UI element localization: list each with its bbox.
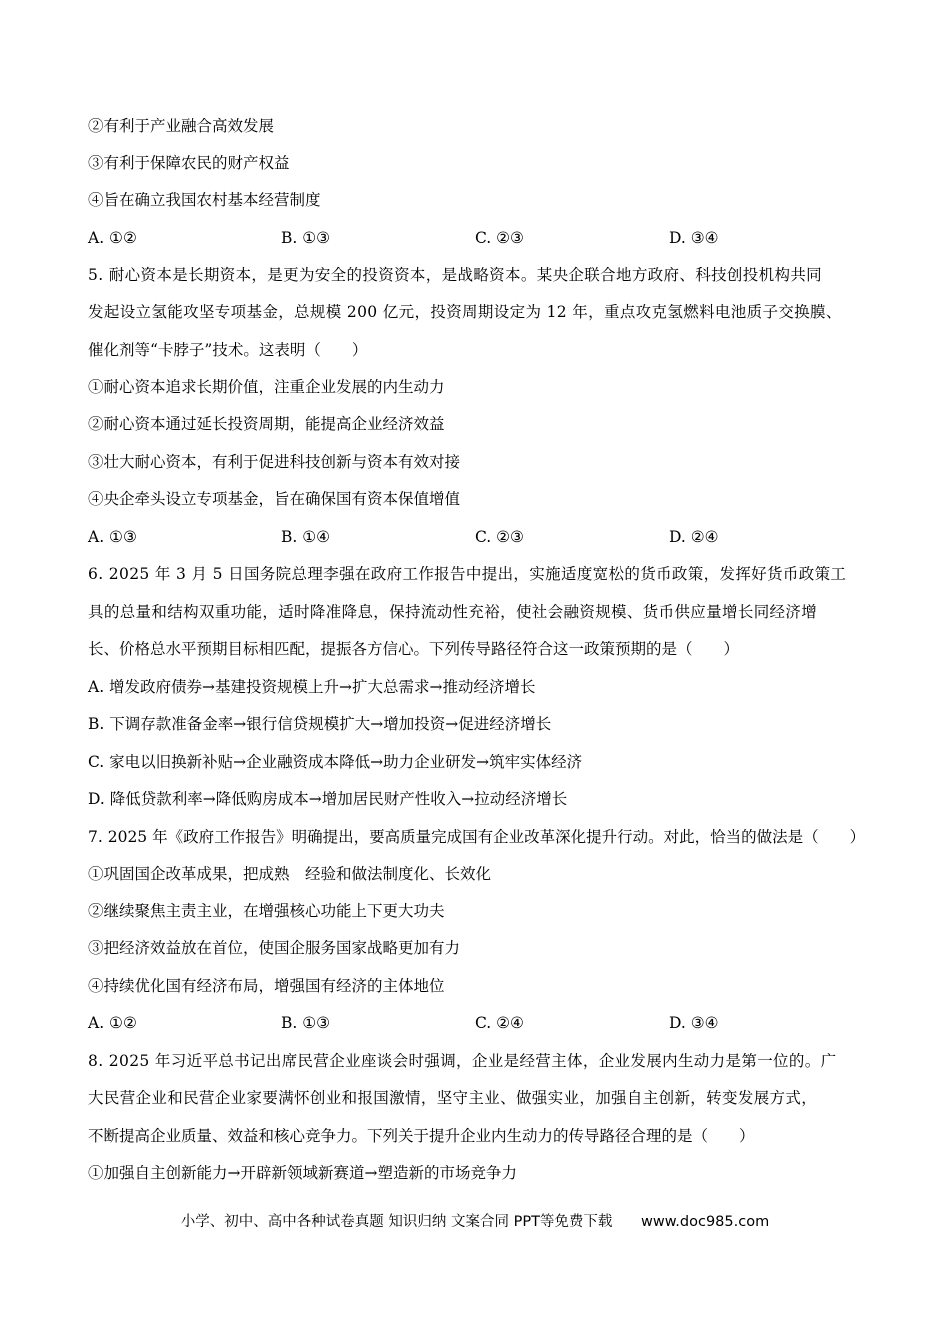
- q5-option-d: D. ②④: [669, 528, 719, 546]
- q5-stem-line-3: 催化剂等“卡脖子”技术。这表明（ ）: [88, 341, 368, 359]
- q7-option-a: A. ①②: [88, 1014, 137, 1032]
- q4-option-b: B. ①③: [281, 229, 331, 247]
- page-footer: [0, 1212, 950, 1232]
- q4-statement-4: ④旨在确立我国农村基本经营制度: [88, 191, 321, 209]
- q6-stem-line-3: 长、价格总水平预期目标相匹配，提振各方信心。下列传导路径符合这一政策预期的是（ ）: [88, 640, 740, 658]
- q5-option-c: C. ②③: [475, 528, 524, 546]
- q4-statement-3: ③有利于保障农民的财产权益: [88, 154, 290, 172]
- q7-option-b: B. ①③: [281, 1014, 331, 1032]
- q5-statement-4: ④央企牵头设立专项基金，旨在确保国有资本保值增值: [88, 490, 461, 508]
- q4-option-c: C. ②③: [475, 229, 524, 247]
- q7-statement-3: ③把经济效益放在首位，使国企服务国家战略更加有力: [88, 939, 461, 957]
- q8-statement-1: ①加强自主创新能力→开辟新领域新赛道→塑造新的市场竞争力: [88, 1164, 517, 1182]
- q7-statement-1: ①巩固国企改革成果，把成熟 经验和做法制度化、长效化: [88, 865, 492, 883]
- q7-option-c: C. ②④: [475, 1014, 524, 1032]
- q5-statement-1: ①耐心资本追求长期价值，注重企业发展的内生动力: [88, 378, 445, 396]
- q8-stem-line-3: 不断提高企业质量、效益和核心竞争力。下列关于提升企业内生动力的传导路径合理的是（ ）: [88, 1127, 755, 1145]
- q7-stem: 7. 2025 年《政府工作报告》明确提出，要高质量完成国有企业改革深化提升行动。对此，恰当的做法是（ ）: [88, 828, 866, 846]
- q5-stem-line-2: 发起设立氢能攻坚专项基金，总规模 200 亿元，投资周期设定为 12 年，重点攻克氢燃料电池质子交换膜、: [88, 303, 842, 321]
- q7-statement-4: ④持续优化国有经济布局，增强国有经济的主体地位: [88, 977, 445, 995]
- q6-stem-line-2: 具的总量和结构双重功能，适时降准降息，保持流动性充裕，使社会融资规模、货币供应量增长同经济增: [88, 603, 818, 621]
- q6-option-d: D. 降低贷款利率→降低购房成本→增加居民财产性收入→拉动经济增长: [88, 790, 568, 808]
- q8-stem-line-1: 8. 2025 年习近平总书记出席民营企业座谈会时强调，企业是经营主体，企业发展内生动力是第一位的。广: [88, 1052, 837, 1070]
- q8-stem-line-2: 大民营企业和民营企业家要满怀创业和报国激情，坚守主业、做强实业，加强自主创新，转变发展方式，: [88, 1089, 818, 1107]
- q4-statement-2: ②有利于产业融合高效发展: [88, 117, 275, 135]
- q6-option-c: C. 家电以旧换新补贴→企业融资成本降低→助力企业研发→筑牢实体经济: [88, 753, 583, 771]
- q7-statement-2: ②继续聚焦主责主业，在增强核心功能上下更大功夫: [88, 902, 445, 920]
- q6-stem-line-1: 6. 2025 年 3 月 5 日国务院总理李强在政府工作报告中提出，实施适度宽松的货币政策，发挥好货币政策工: [88, 565, 847, 583]
- q6-option-a: A. 增发政府债券→基建投资规模上升→扩大总需求→推动经济增长: [88, 678, 536, 696]
- q5-statement-3: ③壮大耐心资本，有利于促进科技创新与资本有效对接: [88, 453, 461, 471]
- q6-option-b: B. 下调存款准备金率→银行信贷规模扩大→增加投资→促进经济增长: [88, 715, 552, 733]
- footer-text: 小学、初中、高中各种试卷真题 知识归纳 文案合同 PPT等免费下载: [180, 1214, 613, 1230]
- footer-url-link[interactable]: www.doc985.com: [641, 1214, 770, 1230]
- q5-statement-2: ②耐心资本通过延长投资周期，能提高企业经济效益: [88, 415, 445, 433]
- q4-option-d: D. ③④: [669, 229, 719, 247]
- q5-option-a: A. ①③: [88, 528, 137, 546]
- q5-option-b: B. ①④: [281, 528, 331, 546]
- q4-option-a: A. ①②: [88, 229, 137, 247]
- q5-stem-line-1: 5. 耐心资本是长期资本，是更为安全的投资资本，是战略资本。某央企联合地方政府、科技创投机构共同: [88, 266, 823, 284]
- q7-option-d: D. ③④: [669, 1014, 719, 1032]
